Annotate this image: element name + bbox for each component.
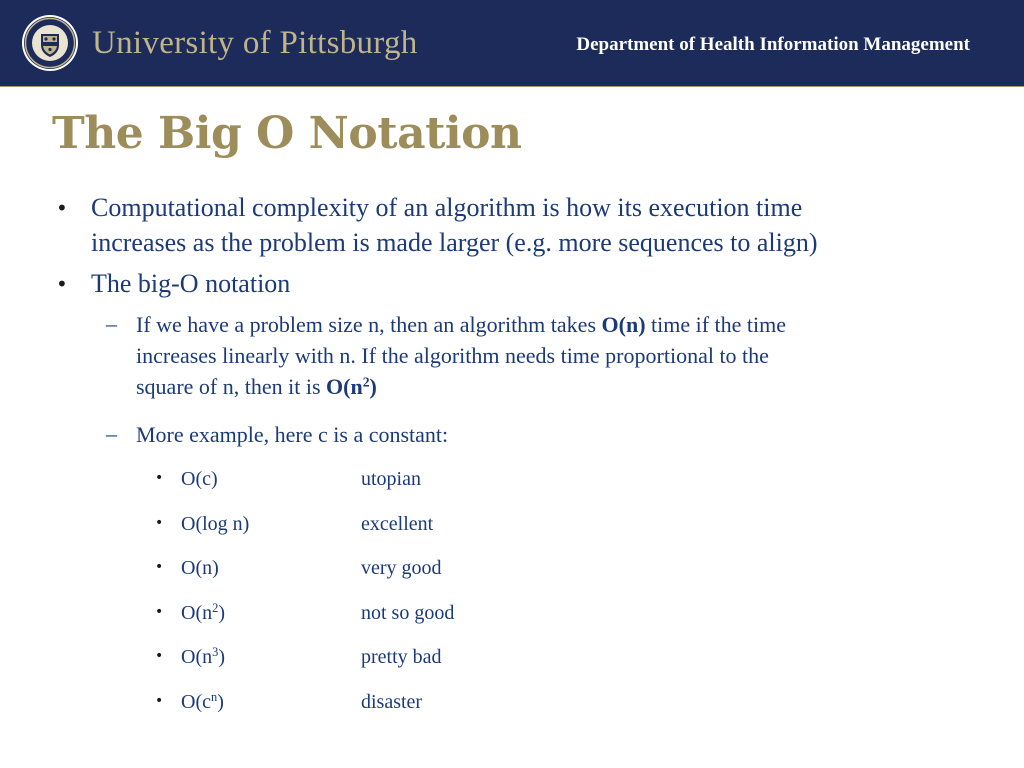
bullet-big-o: The big-O notation	[91, 269, 291, 298]
complexity-notation: $O(n^2)$	[181, 601, 225, 624]
sub-bullet-examples: More example, here c is a constant:	[136, 422, 449, 447]
complexity-label: utopian	[361, 468, 421, 490]
complexity-notation: O(log n)	[181, 513, 250, 535]
complexity-notation: O(c)	[181, 468, 218, 490]
complexity-notation: $O(n^3)$	[181, 645, 225, 668]
bullet-marker: •	[155, 559, 164, 575]
bullet-marker: •	[155, 470, 164, 486]
bullet-marker: •	[155, 648, 164, 664]
complexity-row	[181, 644, 442, 670]
sub-bullet-linear-line3: square of n, then it is $O(n^2)$	[136, 374, 377, 399]
bullet-complexity-line2: increases as the problem is made larger (e.g. more sequences to align)	[91, 228, 818, 257]
complexity-label: pretty bad	[361, 646, 442, 668]
sub-bullet-linear-line1: If we have a problem size n, then an algorithm takes O(n) time if the time	[136, 312, 787, 337]
complexity-label: disaster	[361, 691, 423, 713]
dash-marker: –	[106, 311, 117, 336]
complexity-label: excellent	[361, 513, 434, 535]
complexity-notation: $O(c^n)$	[181, 690, 224, 713]
bullet-marker: •	[56, 272, 68, 296]
university-wordmark: University of Pittsburgh	[92, 25, 418, 61]
bullet-marker: •	[155, 515, 164, 531]
complexity-row	[181, 555, 442, 581]
complexity-row	[181, 511, 434, 537]
complexity-row	[181, 600, 455, 626]
department-name: Department of Health Information Management	[576, 34, 970, 55]
bullet-marker: •	[155, 693, 164, 709]
complexity-row	[181, 689, 423, 715]
complexity-notation: O(n)	[181, 557, 219, 579]
bullet-marker: •	[56, 196, 68, 220]
bullet-marker: •	[155, 604, 164, 620]
dash-marker: –	[106, 421, 117, 446]
complexity-row	[181, 466, 421, 492]
complexity-label: not so good	[361, 602, 455, 624]
slide-title: The Big O Notation	[52, 108, 522, 159]
bullet-complexity-line1: Computational complexity of an algorithm is how its execution time	[91, 193, 803, 222]
sub-bullet-linear-line2: increases linearly with n. If the algorithm needs time proportional to the	[136, 343, 769, 368]
complexity-label: very good	[361, 557, 442, 579]
